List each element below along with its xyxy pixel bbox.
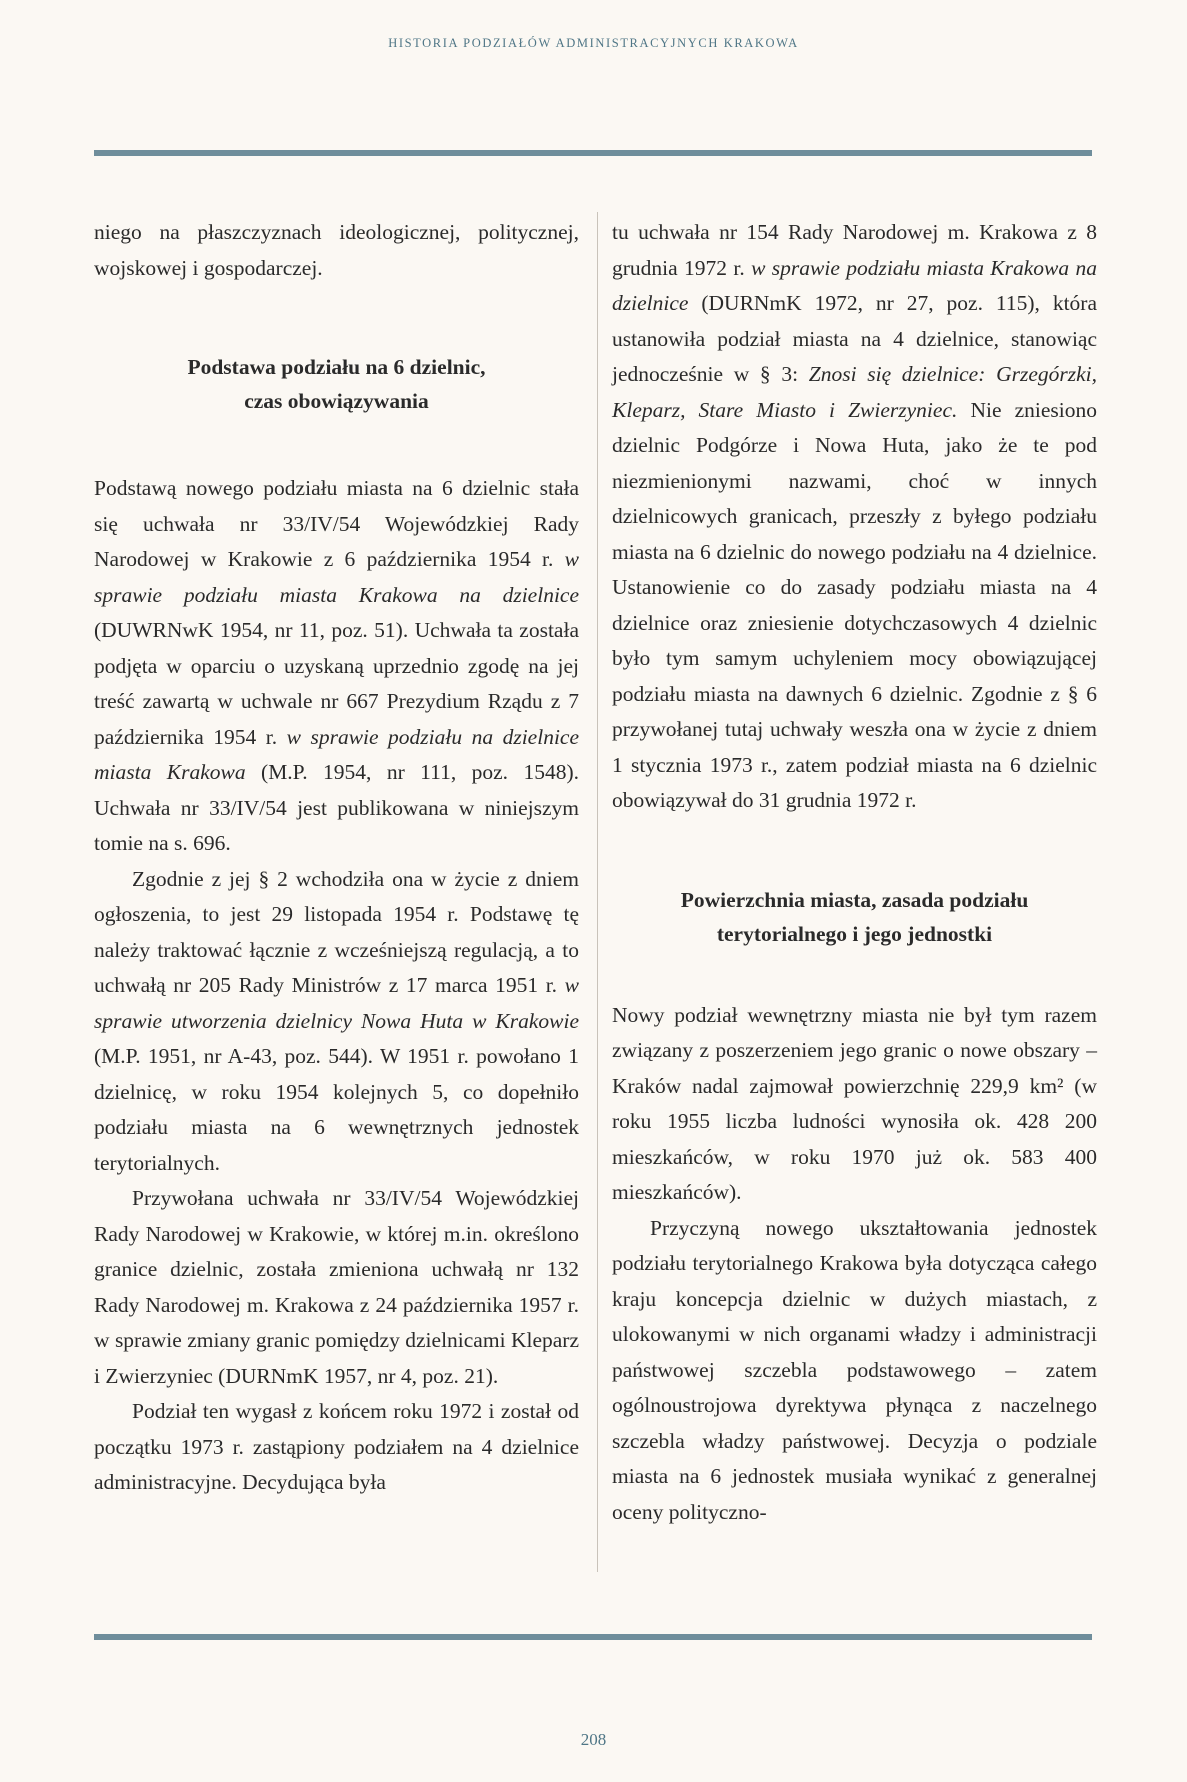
text-run: Nie zniesiono dzielnic Podgórze i Nowa Huta, jako że te pod niezmienionymi nazwami, choć w innych dzielnicowych granicach, przeszły z byłego podziału miasta na 6 dzielnic do nowego podziału na 4 dzielnice. Ustanowienie co do zasady podziału miasta na 4 dzielnice oraz zniesienie dotychczasowych 4 dzielnic było tym samym uchyleniem mocy obowiązującej podziału miasta na dawnych 6 dzielnic. Zgodnie z § 6 przywołanej tutaj uchwały weszła ona w życie z dniem 1 stycznia 1973 r., zatem podział miasta na 6 dzielnic obowiązywał do 31 grudnia 1972 r. (612, 397, 1097, 812)
heading-line: terytorialnego i jego jednostki (716, 921, 993, 946)
text-run: tu uchwała nr 154 Rady Narodowej m. Krakowa z 8 grudnia 1972 r. (612, 220, 1097, 280)
text-run: Podstawą nowego podziału miasta na 6 dzielnic stała się uchwała nr 33/IV/54 Wojewódzkiej Rady Narodowej w Krakowie z 6 października 1954 r. (94, 476, 579, 571)
italic-title: w sprawie podziału miasta Krakowa na dzielnice (612, 255, 1097, 315)
left-column (94, 215, 579, 1501)
right-column (612, 215, 1097, 1530)
paragraph: niego na płaszczyznach ideologicznej, politycznej, wojskowej i gospodarczej. (94, 220, 579, 280)
text-run: (M.P. 1951, nr A-43, poz. 544). W 1951 r. powołano 1 dzielnicę, w roku 1954 kolejnych 5, co dopełniło podziału miasta na 6 wewnętrznych jednostek terytorialnych. (94, 1044, 579, 1175)
section-heading (612, 883, 1097, 951)
paragraph (94, 862, 579, 1182)
paragraph: Przywołana uchwała nr 33/IV/54 Wojewódzkiej Rady Narodowej w Krakowie, w której m.in. określono granice dzielnic, została zmieniona uchwałą nr 132 Rady Narodowej m. Krakowa z 24 października 1957 r. w sprawie zmiany granic pomiędzy dzielnicami Kleparz i Zwierzyniec (DURNmK 1957, nr 4, poz. 21). (94, 1186, 579, 1388)
text-run: (DUWRNwK 1954, nr 11, poz. 51). Uchwała ta została podjęta w oparciu o uzyskaną uprzednio zgodę na jej treść zawartą w uchwale nr 667 Prezydium Rządu z 7 października 1954 r. (94, 618, 579, 749)
italic-title: w sprawie utworzenia dzielnicy Nowa Huta w Krakowie (94, 973, 579, 1033)
italic-quote: Znosi się dzielnice: Grzegórzki, Kleparz, Stare Miasto i Zwierzyniec. (612, 362, 1097, 422)
paragraph (612, 215, 1097, 819)
heading-line: czas obowiązywania (244, 389, 429, 413)
paragraph: Podział ten wygasł z końcem roku 1972 i został od początku 1973 r. zastąpiony podziałem na 4 dzielnice administracyjne. Decydująca była (94, 1399, 579, 1494)
page-number: 208 (580, 1730, 607, 1749)
text-run: (DURNmK 1972, nr 27, poz. 115), która ustanowiła podział miasta na 4 dzielnice, stanowiąc jednocześnie w § 3: (612, 291, 1097, 386)
footer-rule (94, 1634, 1092, 1640)
paragraph: Nowy podział wewnętrzny miasta nie był tym razem związany z poszerzeniem jego granic o nowe obszary – Kraków nadal zajmował powierzchnię 229,9 km² (w roku 1955 liczba ludności wynosiła ok. 428 200 mieszkańców, w roku 1970 już ok. 583 400 mieszkańców). (612, 1002, 1097, 1204)
italic-title: w sprawie podziału miasta Krakowa na dzielnice (94, 547, 579, 607)
text-run: Zgodnie z jej § 2 wchodziła ona w życie z dniem ogłoszenia, to jest 29 listopada 1954 r. Podstawę tę należy traktować łącznie z wcześniejszą regulacją, a to uchwałą nr 205 Rady Ministrów z 17 marca 1951 r. (94, 866, 579, 997)
section-heading (94, 350, 579, 418)
column-divider (597, 212, 598, 1572)
heading-line: Powierzchnia miasta, zasada podziału (680, 887, 1029, 912)
text-run: (M.P. 1954, nr 111, poz. 1548). Uchwała nr 33/IV/54 jest publikowana w niniejszym tomie na s. 696. (94, 760, 579, 855)
running-header: HISTORIA PODZIAŁÓW ADMINISTRACYJNYCH KRAKOWA (388, 36, 799, 50)
header-rule (94, 150, 1092, 156)
paragraph: Przyczyną nowego ukształtowania jednostek podziału terytorialnego Krakowa była dotycząca całego kraju koncepcja dzielnic w dużych miastach, z ulokowanymi w nich organami władzy i administracji państwowej szczebla podstawowego – zatem ogólnoustrojowa dyrektywa płynąca z naczelnego szczebla władzy państwowej. Decyzja o podziale miasta na 6 jednostek musiała wynikać z generalnej oceny polityczno- (612, 1215, 1097, 1524)
italic-title: w sprawie podziału na dzielnice miasta Krakowa (94, 724, 579, 784)
heading-line: Podstawa podziału na 6 dzielnic, (187, 355, 486, 379)
paragraph (94, 471, 579, 862)
